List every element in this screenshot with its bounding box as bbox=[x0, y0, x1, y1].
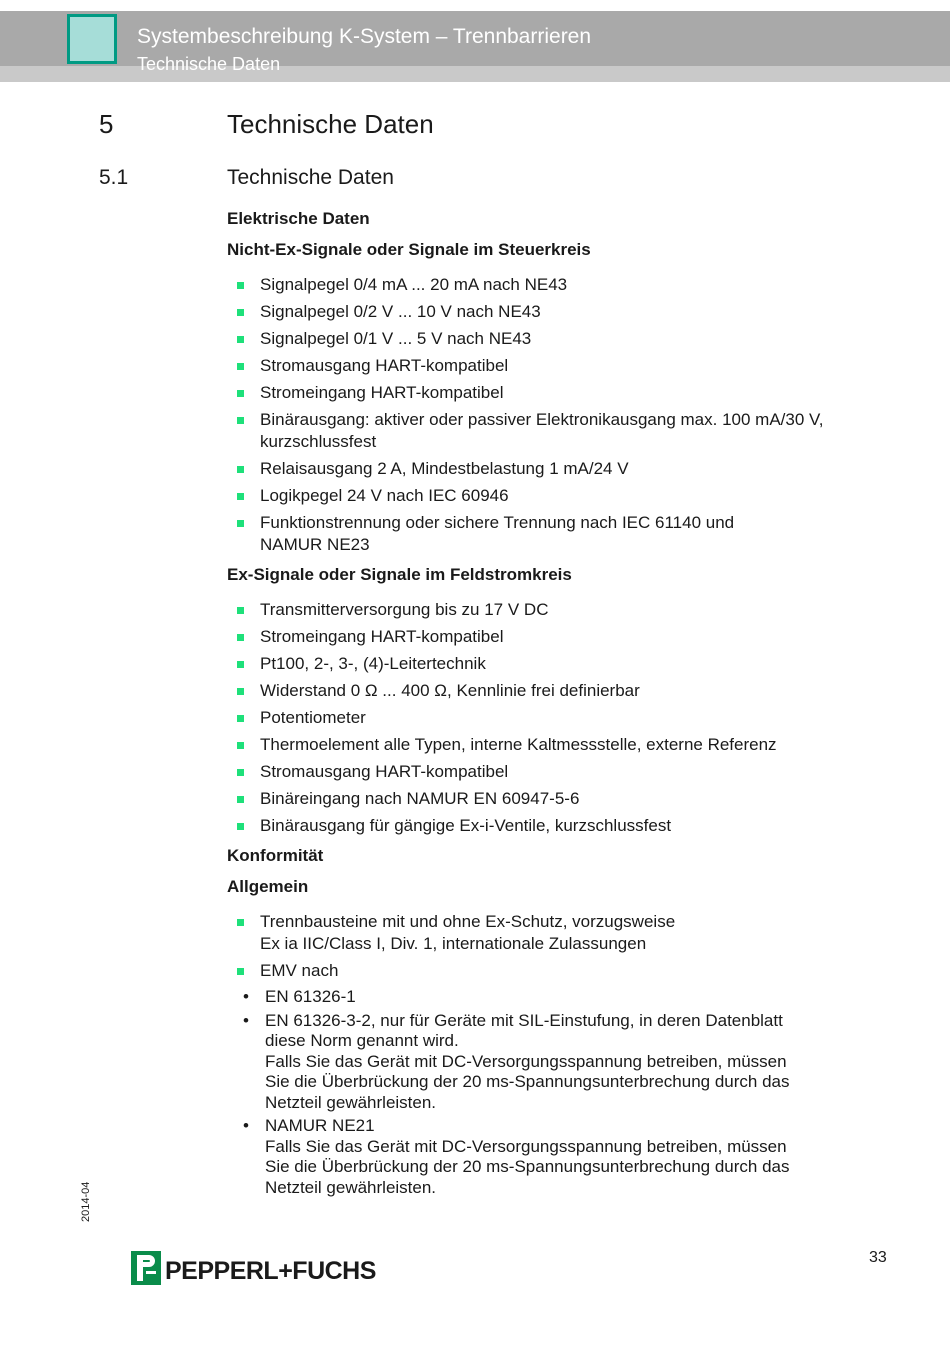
square-bullet-icon bbox=[237, 823, 244, 830]
chapter-number: 5 bbox=[99, 109, 114, 139]
section-number: 5.1 bbox=[99, 166, 129, 189]
list-item: Binärausgang: aktiver oder passiver Elektronikausgang max. 100 mA/30 V, kurzschlussfest bbox=[227, 409, 867, 453]
heading-ex: Ex-Signale oder Signale im Feldstromkreis bbox=[227, 565, 572, 584]
list-item: Signalpegel 0/4 mA ... 20 mA nach NE43 bbox=[227, 274, 867, 296]
square-bullet-icon bbox=[237, 968, 244, 975]
list-item: Transmitterversorgung bis zu 17 V DC bbox=[227, 599, 867, 621]
square-bullet-icon bbox=[237, 634, 244, 641]
list-item: Binärausgang für gängige Ex-i-Ventile, kurzschlussfest bbox=[227, 815, 867, 837]
square-bullet-icon bbox=[237, 363, 244, 370]
square-bullet-icon bbox=[237, 796, 244, 803]
list-item: Binäreingang nach NAMUR EN 60947-5-6 bbox=[227, 788, 867, 810]
list-item: Logikpegel 24 V nach IEC 60946 bbox=[227, 485, 867, 507]
square-bullet-icon bbox=[237, 661, 244, 668]
logo-text: PEPPERL+FUCHS bbox=[165, 1257, 376, 1285]
list-item: Signalpegel 0/1 V ... 5 V nach NE43 bbox=[227, 328, 867, 350]
list-item: Trennbausteine mit und ohne Ex-Schutz, vorzugsweise Ex ia IIC/Class I, Div. 1, internationale Zulassungen bbox=[227, 911, 867, 955]
list-ex bbox=[227, 599, 867, 837]
dot-bullet-icon: • bbox=[243, 1116, 249, 1135]
square-bullet-icon bbox=[237, 282, 244, 289]
square-bullet-icon bbox=[237, 607, 244, 614]
header-subtitle: Technische Daten bbox=[137, 54, 281, 74]
square-bullet-icon bbox=[237, 919, 244, 926]
heading-allgemein: Allgemein bbox=[227, 877, 309, 896]
header-logo-square bbox=[67, 14, 117, 64]
list-item: Stromausgang HART-kompatibel bbox=[227, 355, 867, 377]
heading-elektrische-daten: Elektrische Daten bbox=[227, 209, 370, 228]
square-bullet-icon bbox=[237, 390, 244, 397]
list-allgemein bbox=[227, 911, 867, 1198]
pf-logo-icon bbox=[131, 1251, 161, 1285]
list-item: Potentiometer bbox=[227, 707, 867, 729]
square-bullet-icon bbox=[237, 688, 244, 695]
list-item: Stromeingang HART-kompatibel bbox=[227, 382, 867, 404]
heading-konformitaet: Konformität bbox=[227, 846, 324, 865]
header-band bbox=[0, 11, 950, 82]
square-bullet-icon bbox=[237, 715, 244, 722]
square-bullet-icon bbox=[237, 769, 244, 776]
main-content bbox=[227, 208, 867, 1203]
list-item: Stromeingang HART-kompatibel bbox=[227, 626, 867, 648]
square-bullet-icon bbox=[237, 309, 244, 316]
dot-bullet-icon: • bbox=[243, 987, 249, 1006]
dot-bullet-icon: • bbox=[243, 1010, 249, 1030]
document-date: 2014-04 bbox=[80, 1181, 92, 1222]
sub-list-item: • EN 61326-1 bbox=[243, 987, 356, 1006]
list-item: Stromausgang HART-kompatibel bbox=[227, 761, 867, 783]
header-title: Systembeschreibung K-System – Trennbarrieren bbox=[137, 25, 592, 48]
list-nicht-ex bbox=[227, 274, 867, 556]
list-item: Funktionstrennung oder sichere Trennung nach IEC 61140 und NAMUR NE23 bbox=[227, 512, 867, 556]
page-number: 33 bbox=[869, 1249, 887, 1266]
header-bar bbox=[0, 11, 950, 74]
square-bullet-icon bbox=[237, 520, 244, 527]
list-item: Signalpegel 0/2 V ... 10 V nach NE43 bbox=[227, 301, 867, 323]
sub-list-item: • EN 61326-3-2, nur für Geräte mit SIL-Einstufung, in deren Datenblatt diese Norm genannt wird. Falls Sie das Gerät mit DC-Versorgungsspannung betreiben, müssen Sie die Überbrückung der 20 ms-Spannungsunterbrechung durch das Netzteil gewährleisten. bbox=[243, 1010, 790, 1112]
sub-list-item: • NAMUR NE21 Falls Sie das Gerät mit DC-Versorgungsspannung betreiben, müssen Sie die Überbrückung der 20 ms-Spannungsunterbrechung durch das Netzteil gewährleisten. bbox=[243, 1116, 790, 1197]
chapter-title: Technische Daten bbox=[227, 109, 434, 139]
square-bullet-icon bbox=[237, 336, 244, 343]
square-bullet-icon bbox=[237, 417, 244, 424]
square-bullet-icon bbox=[237, 466, 244, 473]
square-bullet-icon bbox=[237, 493, 244, 500]
list-item: EMV nach • EN 61326-1 • EN 61326-3-2, nur für Geräte mit SIL-Einstufung, in deren Datenblatt diese Norm genannt wird. Falls Sie das Gerät mit DC-Versorgungsspannung betreiben, müssen Sie die Überbrückung der 20 ms-Spannungsunterbrechung durch das Netzteil gewährleisten. • NAMUR NE21 Falls Sie das Gerät mit DC-Versorgungsspannung betreiben, müssen Sie die Überbrückung der 20 ms-Spannungsunterbrechung durch das Netzteil gewährleisten. bbox=[227, 960, 867, 1198]
list-item: Thermoelement alle Typen, interne Kaltmessstelle, externe Referenz bbox=[227, 734, 867, 756]
emv-sublist bbox=[227, 987, 867, 1198]
section-title: Technische Daten bbox=[227, 166, 394, 189]
list-item: Widerstand 0 Ω ... 400 Ω, Kennlinie frei definierbar bbox=[227, 680, 867, 702]
heading-nicht-ex: Nicht-Ex-Signale oder Signale im Steuerkreis bbox=[227, 240, 591, 259]
list-item: Pt100, 2-, 3-, (4)-Leitertechnik bbox=[227, 653, 867, 675]
list-item: Relaisausgang 2 A, Mindestbelastung 1 mA/24 V bbox=[227, 458, 867, 480]
square-bullet-icon bbox=[237, 742, 244, 749]
